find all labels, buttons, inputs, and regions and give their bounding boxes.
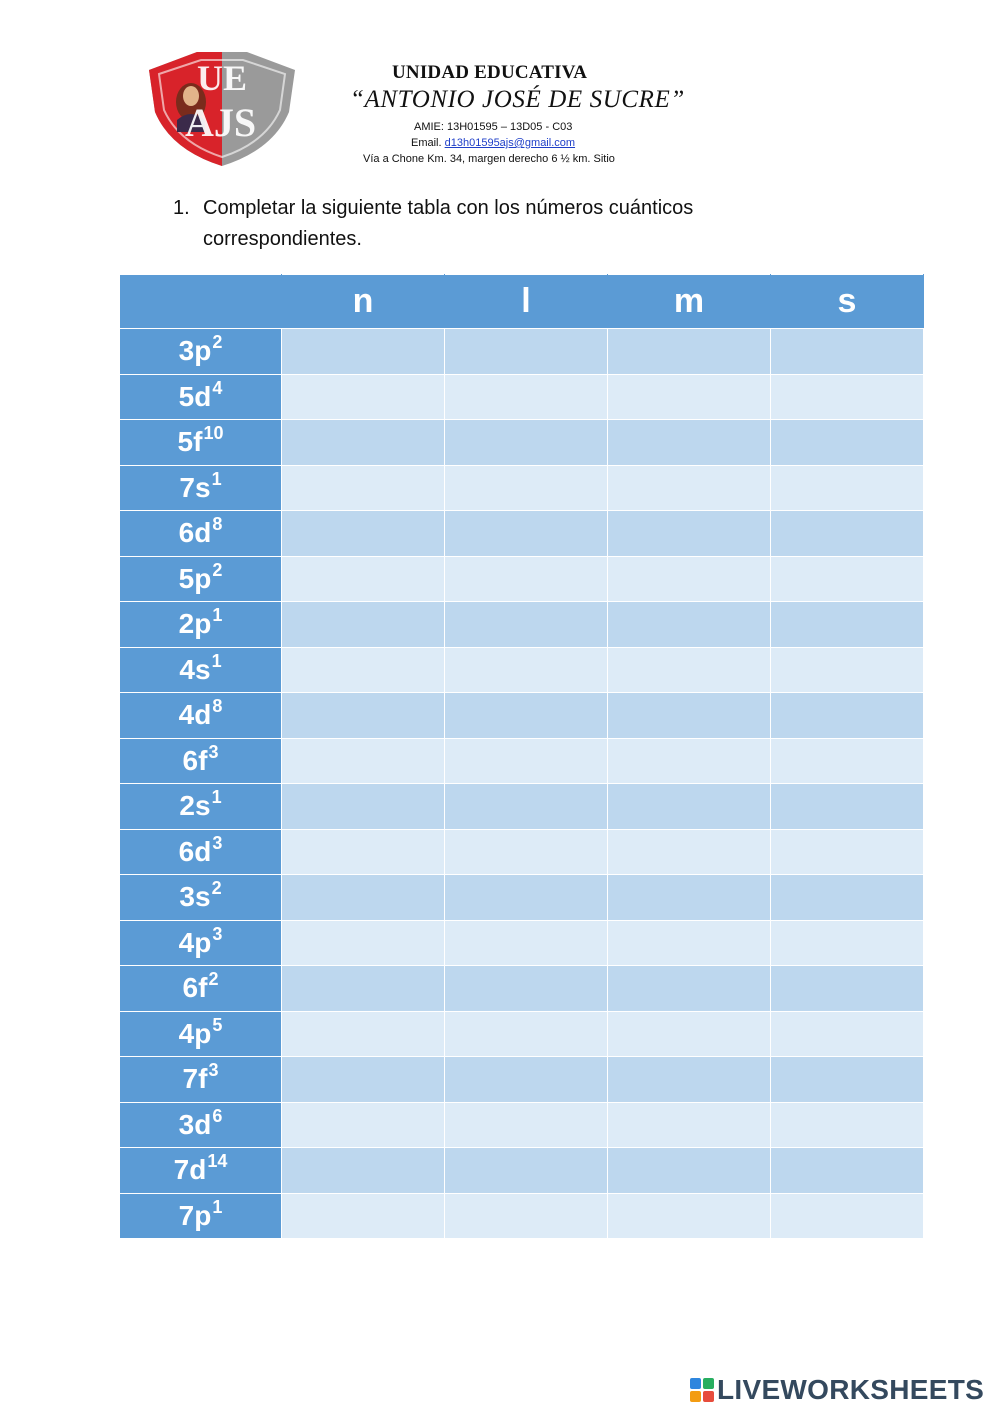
table-row: [120, 1011, 924, 1057]
answer-cell-m[interactable]: [608, 693, 771, 739]
orbital-electrons: 2: [208, 969, 219, 990]
answer-cell-m[interactable]: [608, 875, 771, 921]
email-line: [411, 137, 575, 149]
orbital-label: [120, 647, 282, 693]
orbital-electrons: 8: [212, 514, 223, 535]
answer-cell-m[interactable]: [608, 920, 771, 966]
orbital-base: 6d: [178, 835, 212, 867]
logo-letters-ue: UE: [197, 58, 248, 98]
answer-cell-s[interactable]: [771, 738, 924, 784]
answer-cell-m[interactable]: [608, 1102, 771, 1148]
orbital-electrons: 3: [212, 832, 223, 853]
orbital-electrons: 5: [212, 1014, 223, 1035]
table-row: [120, 738, 924, 784]
orbital-label: [120, 875, 282, 921]
institution-type: UNIDAD EDUCATIVA: [392, 62, 588, 83]
answer-cell-n[interactable]: [282, 511, 445, 557]
orbital-label: [120, 1148, 282, 1194]
orbital-base: 2s: [179, 790, 211, 822]
table-row: [120, 1057, 924, 1103]
answer-cell-l[interactable]: [445, 1102, 608, 1148]
answer-cell-n[interactable]: [282, 420, 445, 466]
answer-cell-n[interactable]: [282, 1102, 445, 1148]
answer-cell-m[interactable]: [608, 829, 771, 875]
orbital-electrons: 1: [211, 468, 222, 489]
answer-cell-l[interactable]: [445, 1193, 608, 1239]
table-row: [120, 602, 924, 648]
answer-cell-n[interactable]: [282, 374, 445, 420]
orbital-electrons: 3: [212, 923, 223, 944]
answer-cell-n[interactable]: [282, 784, 445, 830]
table-row: [120, 920, 924, 966]
orbital-label: [120, 1193, 282, 1239]
answer-cell-m[interactable]: [608, 511, 771, 557]
table-row: [120, 875, 924, 921]
answer-cell-m[interactable]: [608, 784, 771, 830]
orbital-label: [120, 784, 282, 830]
institution-name: “ANTONIO JOSÉ DE SUCRE”: [350, 86, 685, 113]
table-row: [120, 329, 924, 375]
answer-cell-s[interactable]: [771, 1193, 924, 1239]
table-corner: [120, 275, 282, 329]
orbital-electrons: 4: [212, 377, 223, 398]
orbital-label: [120, 738, 282, 784]
table-row: [120, 465, 924, 511]
answer-cell-m[interactable]: [608, 966, 771, 1012]
orbital-label: [120, 1102, 282, 1148]
answer-cell-m[interactable]: [608, 602, 771, 648]
logo-letters-ajs: AJS: [185, 100, 257, 145]
orbital-base: 3d: [178, 1108, 212, 1140]
email-link[interactable]: d13h01595ajs@gmail.com: [444, 137, 576, 149]
orbital-label: [120, 1011, 282, 1057]
answer-cell-m[interactable]: [608, 738, 771, 784]
answer-cell-m[interactable]: [608, 374, 771, 420]
answer-cell-l[interactable]: [445, 738, 608, 784]
orbital-electrons: 6: [212, 1105, 223, 1126]
answer-cell-s[interactable]: [771, 1148, 924, 1194]
orbital-base: 7d: [173, 1154, 207, 1186]
answer-cell-s[interactable]: [771, 829, 924, 875]
instruction-number: 1.: [173, 197, 190, 219]
orbital-base: 7f: [182, 1063, 208, 1095]
answer-cell-s[interactable]: [771, 465, 924, 511]
liveworksheets-logo-icon: [690, 1378, 714, 1402]
email-label: Email.: [411, 137, 445, 149]
answer-cell-m[interactable]: [608, 1193, 771, 1239]
orbital-base: 6d: [178, 517, 212, 549]
column-header-n: n: [282, 275, 445, 329]
table-row: [120, 511, 924, 557]
answer-cell-n[interactable]: [282, 1148, 445, 1194]
answer-cell-l[interactable]: [445, 374, 608, 420]
answer-cell-n[interactable]: [282, 693, 445, 739]
answer-cell-l[interactable]: [445, 1057, 608, 1103]
orbital-label: [120, 465, 282, 511]
answer-cell-s[interactable]: [771, 784, 924, 830]
orbital-electrons: 1: [212, 605, 223, 626]
answer-cell-s[interactable]: [771, 602, 924, 648]
orbital-base: 4p: [178, 926, 212, 958]
orbital-electrons: 10: [203, 423, 224, 444]
orbital-label: [120, 374, 282, 420]
orbital-electrons: 14: [207, 1151, 228, 1172]
answer-cell-n[interactable]: [282, 1011, 445, 1057]
table-row: [120, 1193, 924, 1239]
answer-cell-l[interactable]: [445, 920, 608, 966]
answer-cell-s[interactable]: [771, 647, 924, 693]
orbital-label: [120, 556, 282, 602]
orbital-base: 4p: [178, 1017, 212, 1049]
orbital-base: 4d: [178, 699, 212, 731]
answer-cell-s[interactable]: [771, 511, 924, 557]
answer-cell-m[interactable]: [608, 420, 771, 466]
orbital-label: [120, 693, 282, 739]
orbital-electrons: 1: [211, 787, 222, 808]
school-shield-logo: [143, 50, 301, 168]
answer-cell-n[interactable]: [282, 875, 445, 921]
answer-cell-l[interactable]: [445, 602, 608, 648]
answer-cell-m[interactable]: [608, 1057, 771, 1103]
column-header-s: s: [771, 275, 924, 329]
instruction: [173, 193, 773, 255]
orbital-label: [120, 420, 282, 466]
orbital-electrons: 3: [208, 1060, 219, 1081]
liveworksheets-wordmark: LIVEWORKSHEETS: [717, 1374, 985, 1405]
answer-cell-l[interactable]: [445, 511, 608, 557]
answer-cell-s[interactable]: [771, 693, 924, 739]
orbital-base: 6f: [182, 744, 208, 776]
answer-cell-s[interactable]: [771, 966, 924, 1012]
orbital-base: 7s: [179, 471, 211, 503]
answer-cell-s[interactable]: [771, 329, 924, 375]
answer-cell-n[interactable]: [282, 920, 445, 966]
answer-cell-s[interactable]: [771, 1057, 924, 1103]
answer-cell-n[interactable]: [282, 829, 445, 875]
orbital-base: 3s: [179, 881, 211, 913]
answer-cell-l[interactable]: [445, 693, 608, 739]
orbital-base: 5f: [177, 426, 203, 458]
answer-cell-m[interactable]: [608, 329, 771, 375]
answer-cell-l[interactable]: [445, 875, 608, 921]
table-row: [120, 556, 924, 602]
table-row: [120, 1148, 924, 1194]
answer-cell-n[interactable]: [282, 1193, 445, 1239]
orbital-electrons: 3: [208, 741, 219, 762]
answer-cell-s[interactable]: [771, 556, 924, 602]
orbital-base: 7p: [178, 1199, 212, 1231]
answer-cell-l[interactable]: [445, 784, 608, 830]
answer-cell-n[interactable]: [282, 556, 445, 602]
orbital-base: 6f: [182, 972, 208, 1004]
instruction-text: Completar la siguiente tabla con los números cuánticos correspondientes.: [203, 197, 694, 250]
table-row: [120, 784, 924, 830]
answer-cell-n[interactable]: [282, 1057, 445, 1103]
table-header-row: [120, 275, 924, 329]
answer-cell-l[interactable]: [445, 329, 608, 375]
table-row: [120, 647, 924, 693]
answer-cell-l[interactable]: [445, 966, 608, 1012]
orbital-base: 4s: [179, 653, 211, 685]
answer-cell-n[interactable]: [282, 647, 445, 693]
answer-cell-s[interactable]: [771, 1102, 924, 1148]
answer-cell-l[interactable]: [445, 1011, 608, 1057]
answer-cell-m[interactable]: [608, 556, 771, 602]
orbital-label: [120, 329, 282, 375]
orbital-label: [120, 829, 282, 875]
orbital-electrons: 2: [211, 878, 222, 899]
orbital-label: [120, 602, 282, 648]
table-row: [120, 693, 924, 739]
answer-cell-n[interactable]: [282, 602, 445, 648]
quantum-numbers-table: [119, 274, 924, 1239]
orbital-label: [120, 511, 282, 557]
answer-cell-s[interactable]: [771, 920, 924, 966]
orbital-base: 5p: [178, 562, 212, 594]
orbital-electrons: 8: [212, 696, 223, 717]
answer-cell-l[interactable]: [445, 465, 608, 511]
answer-cell-n[interactable]: [282, 465, 445, 511]
table-row: [120, 966, 924, 1012]
answer-cell-n[interactable]: [282, 738, 445, 784]
answer-cell-s[interactable]: [771, 420, 924, 466]
column-header-l: l: [445, 275, 608, 329]
orbital-electrons: 1: [212, 1196, 223, 1217]
table-row: [120, 829, 924, 875]
answer-cell-m[interactable]: [608, 465, 771, 511]
orbital-label: [120, 920, 282, 966]
orbital-base: 2p: [178, 608, 212, 640]
answer-cell-l[interactable]: [445, 647, 608, 693]
answer-cell-s[interactable]: [771, 374, 924, 420]
orbital-base: 3p: [178, 335, 212, 367]
answer-cell-l[interactable]: [445, 829, 608, 875]
answer-cell-l[interactable]: [445, 420, 608, 466]
answer-cell-n[interactable]: [282, 966, 445, 1012]
orbital-base: 5d: [178, 380, 212, 412]
orbital-label: [120, 966, 282, 1012]
answer-cell-s[interactable]: [771, 875, 924, 921]
answer-cell-m[interactable]: [608, 1011, 771, 1057]
answer-cell-s[interactable]: [771, 1011, 924, 1057]
table-row: [120, 374, 924, 420]
orbital-electrons: 2: [212, 332, 223, 353]
column-header-m: m: [608, 275, 771, 329]
answer-cell-m[interactable]: [608, 647, 771, 693]
table-row: [120, 1102, 924, 1148]
address: Vía a Chone Km. 34, margen derecho 6 ½ km. Sitio: [363, 153, 615, 165]
amie-code: AMIE: 13H01595 – 13D05 - C03: [414, 121, 573, 133]
answer-cell-l[interactable]: [445, 556, 608, 602]
answer-cell-m[interactable]: [608, 1148, 771, 1194]
orbital-electrons: 1: [211, 650, 222, 671]
orbital-label: [120, 1057, 282, 1103]
answer-cell-l[interactable]: [445, 1148, 608, 1194]
table-row: [120, 420, 924, 466]
orbital-electrons: 2: [212, 559, 223, 580]
answer-cell-n[interactable]: [282, 329, 445, 375]
